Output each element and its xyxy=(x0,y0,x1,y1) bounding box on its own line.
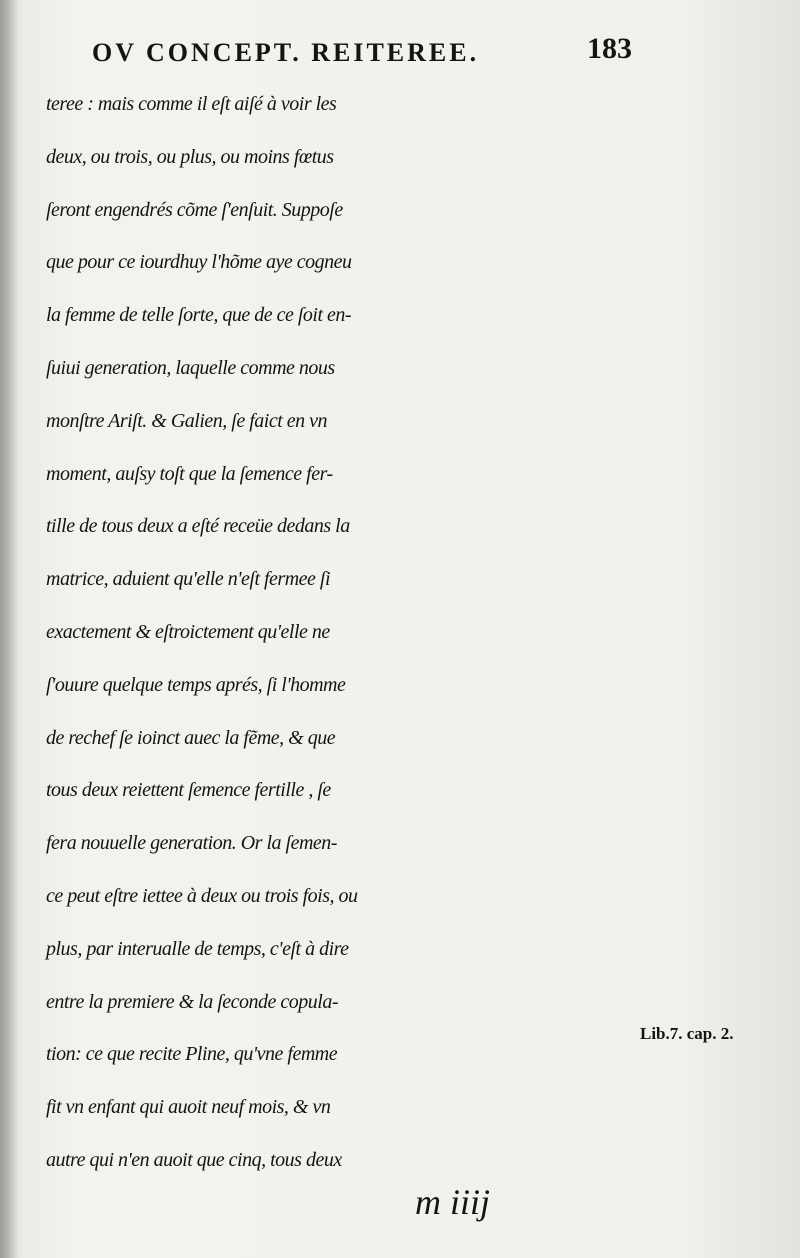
marginal-note: Lib.7. cap. 2. xyxy=(640,1024,734,1043)
page-number: 183 xyxy=(587,32,632,65)
body-text xyxy=(46,78,636,1187)
text-line: tion: ce que recite Pline, qu'vne femme xyxy=(46,1043,338,1066)
text-line: ſeront engendrés cõme ſ'enſuit. Suppoſe xyxy=(46,198,343,221)
text-line: deux, ou trois, ou plus, ou moins fœtus xyxy=(46,145,334,168)
text-line: exactement & eſtroictement qu'elle ne xyxy=(46,620,330,643)
text-line: autre qui n'en auoit que cinq, tous deux xyxy=(46,1148,342,1171)
running-head xyxy=(92,28,632,68)
text-line: de rechef ſe ioinct auec la fẽme, & que xyxy=(46,726,336,749)
text-line: matrice, aduient qu'elle n'eſt fermee ſi xyxy=(46,568,331,591)
text-line: tous deux reiettent ſemence fertille , ſe xyxy=(46,779,331,802)
text-line: monſtre Ariſt. & Galien, ſe faict en vn xyxy=(46,409,328,432)
running-head-title: OV CONCEPT. REITEREE. xyxy=(92,38,480,67)
text-line: tille de tous deux a eſté receüe dedans la xyxy=(46,515,350,538)
page-gutter-shadow xyxy=(0,0,18,1258)
text-line: teree : mais comme il eſt aiſé à voir les xyxy=(46,93,337,115)
text-line: ſ'ouure quelque temps aprés, ſi l'homme xyxy=(46,673,346,696)
text-line: que pour ce iourdhuy l'hõme aye cogneu xyxy=(46,251,352,274)
text-line: fit vn enfant qui auoit neuf mois, & vn xyxy=(46,1096,331,1119)
text-line: la femme de telle ſorte, que de ce ſoit en- xyxy=(46,304,352,327)
text-line: fera nouuelle generation. Or la ſemen- xyxy=(46,832,337,855)
text-line: moment, auſsy toſt que la ſemence fer- xyxy=(46,462,333,485)
text-line: entre la premiere & la ſeconde copula- xyxy=(46,990,339,1013)
text-line: plus, par interualle de temps, c'eſt à dire xyxy=(46,937,349,960)
text-line: ſuiui generation, laquelle comme nous xyxy=(46,356,335,379)
text-line: ce peut eſtre iettee à deux ou trois fois, ou xyxy=(46,884,358,907)
signature-mark: m iiij xyxy=(415,1182,491,1222)
